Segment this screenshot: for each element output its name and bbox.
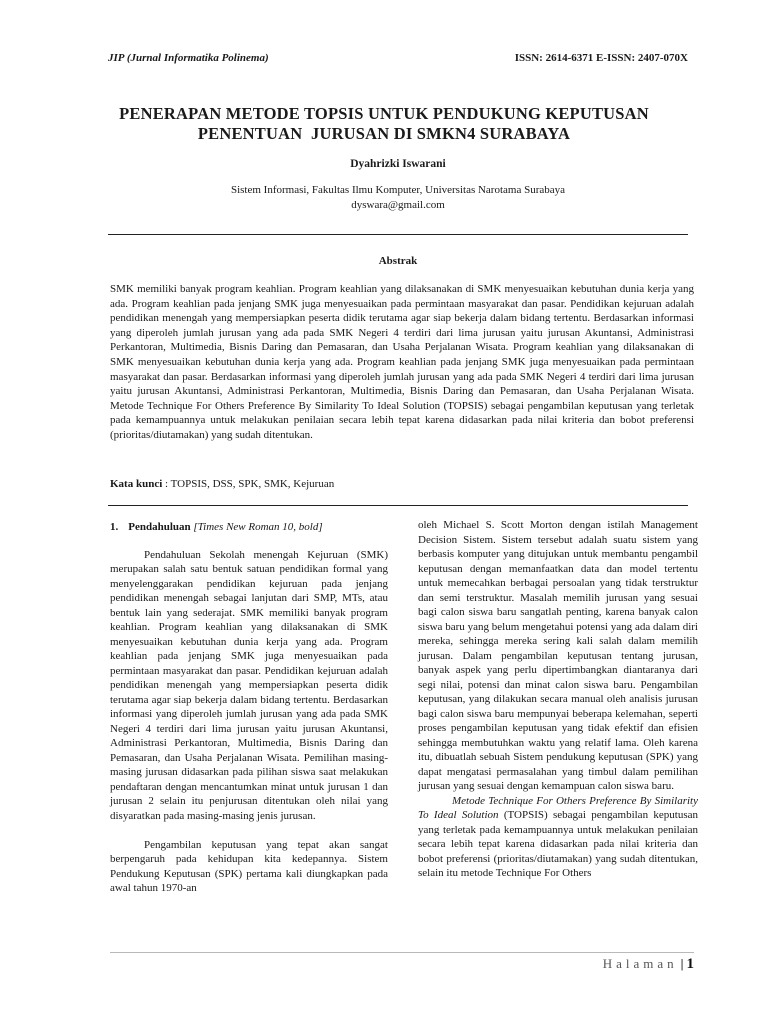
left-column [110,520,388,896]
paper-title [80,104,688,144]
section-title: Pendahuluan [128,521,191,533]
section-format-note: [Times New Roman 10, bold] [190,521,323,533]
body-paragraph-rest: (TOPSIS) sebagai pengambilan keputusan yang terletak pada kemampuannya untuk melakukan penilaian secara lebih tepat karena didasarkan pada nilai kriteria dan bobot preferensi (prioritas/diutamakan) yang sudah ditentukan, selain itu metode Technique For Others [418,809,698,879]
abstract-bottom-rule [108,505,688,506]
issn-number: ISSN: 2614-6371 E-ISSN: 2407-070X [514,52,688,64]
keywords-label: Kata kunci [110,478,163,490]
page-footer [603,956,694,973]
keywords-list: : TOPSIS, DSS, SPK, SMK, Kejuruan [162,478,335,490]
running-header [108,52,688,66]
right-column [418,518,698,881]
abstract-text: SMK memiliki banyak program keahlian. Program keahlian yang dilaksanakan di SMK menyesuaikan kebutuhan dunia kerja yang ada. Program keahlian pada jenjang SMK juga menyesuaikan pada permintaan masyarakat dan pasar. Pendidikan kejuruan adalah pendidikan menengah yang mempersiapkan peserta didik terutama agar siap bekerja dalam bidang tertentu. Berdasarkan informasi yang diperoleh jumlah jurusan yang ada pada SMK Negeri 4 terdiri dari lima jurusan yaitu jurusan Akuntansi, Administrasi Perkantoran, Multimedia, Bisnis Daring dan Pemasaran, dan Usaha Perjalanan Wisata. Program keahlian yang dilaksanakan di SMK menyesuaikan kebutuhan dunia kerja yang ada. Program keahlian pada jenjang SMK juga menyesuaikan pada permintaan masyarakat dan pasar. Berdasarkan informasi yang diperoleh jumlah jurusan yang ada pada SMK Negeri 4 terdiri dari lima jurusan yaitu jurusan Akuntansi, Administrasi Perkantoran, Multimedia, Bisnis Daring dan Pemasaran, dan Usaha Perjalanan Wisata. Metode Technique For Others Preference By Similarity To Ideal Solution (TOPSIS) sebagai pengambilan keputusan yang terletak pada kemampuannya untuk melakukan penilaian secara lebih tepat karena didasarkan pada nilai kriteria dan bobot preferensi (prioritas/diutamakan) yang sudah ditentukan. [110,283,694,441]
method-name-italic: Metode Technique For Others Preference By Similarity To Ideal Solution [418,794,698,821]
journal-name: JIP (Jurnal Informatika Polinema) [108,52,269,64]
author-name: Dyahrizki Iswarani [350,158,446,170]
title-line-2: PENENTUAN JURUSAN DI SMKN4 SURABAYA [197,124,571,143]
author-email[interactable]: dyswara@gmail.com [351,199,445,211]
footer-separator: | [680,956,684,971]
body-paragraph: Pendahuluan Sekolah menengah Kejuruan (SMK) merupakan salah satu bentuk satuan pendidikan formal yang menyelenggarakan pendidikan kejuruan pada jenjang pendidikan menengah sebagai lanjutan dari SMP, MTs, atau bentuk lain yang sederajat. SMK memiliki banyak program keahlian. Program keahlian yang dilaksanakan di SMK menyesuaikan kebutuhan dunia kerja yang ada. Program keahlian pada jenjang SMK juga menyesuaikan pada permintaan masyarakat dan pasar. Pendidikan kejuruan adalah pendidikan menengah yang mempersiapkan peserta didik terutama agar siap bekerja dalam bidang tertentu. Berdasarkan informasi yang diperoleh jumlah jurusan yang ada pada SMK Negeri 4 terdiri dari lima jurusan yaitu jurusan Akuntansi, Administrasi Perkantoran, Multimedia, Bisnis Daring dan Pemasaran, dan Usaha Perjalanan Wisata. Pemilihan masing-masing jurusan didasarkan pada pilihan siswa saat melakukan pendaftaran dengan mencantumkan minat untuk jurusan 1 dan jurusan 2 selain itu penjurusan ditentukan oleh nilai yang disyaratkan pada masing-masing jenis jurusan. [110,548,388,822]
section-heading [110,520,388,535]
author-affiliation: Sistem Informasi, Fakultas Ilmu Komputer, Universitas Narotama Surabaya [230,184,566,196]
page-number: 1 [686,956,694,972]
title-line-1: PENERAPAN METODE TOPSIS UNTUK PENDUKUNG KEPUTUSAN [119,104,649,123]
keywords-line [110,478,694,490]
footer-page-word: Halaman [602,956,678,971]
body-paragraph: Pengambilan keputusan yang tepat akan sangat berpengaruh pada kehidupan kita kedepannya. Sistem Pendukung Keputusan (SPK) pertama kali diungkapkan pada awal tahun 1970-an [110,838,388,894]
section-number: 1. [110,521,119,533]
footer-rule [110,952,694,953]
body-paragraph [418,794,698,881]
abstract-heading: Abstrak [378,255,418,267]
body-paragraph: oleh Michael S. Scott Morton dengan istilah Management Decision Sistem. Sistem tersebut adalah suatu sistem yang berbasis komputer yang ditujukan untuk membantu pengambil keputusan dengan memanfaatkan data dan model tertentu untuk memecahkan berbagai persoalan yang tidak terstruktur dan semi terstruktur. Masalah memilih jurusan yang sesuai bagi calon siswa baru sangatlah penting, karena banyak calon siswa baru yang belum mengetahui potensi yang ada dalam diri mereka, sehingga mereka sering kali salah dalam memilih jurusan. Dalam pengambilan keputusan tentang jurusan, banyak aspek yang perlu dipertimbangkan diantaranya dari segi nilai, potensi dan minat calon siswa baru. Pengambilan keputusan, yang dilakukan secara manual oleh analisis jurusan bagi calon siswa baru mempunyai beberapa kelemahan, seperti proses pengambilan keputusan yang tidak efektif dan efisien sehingga membutuhkan waktu yang relatif lama. Oleh karena itu, dibuatlah sebuah Sistem pendukung keputusan (SPK) yang dapat mengatasi permasalahan yang timbul dalam pemilihan jurusan yang sesuai dengan kemampuan calon siswa baru. [418,519,698,792]
abstract-top-rule [108,234,688,235]
